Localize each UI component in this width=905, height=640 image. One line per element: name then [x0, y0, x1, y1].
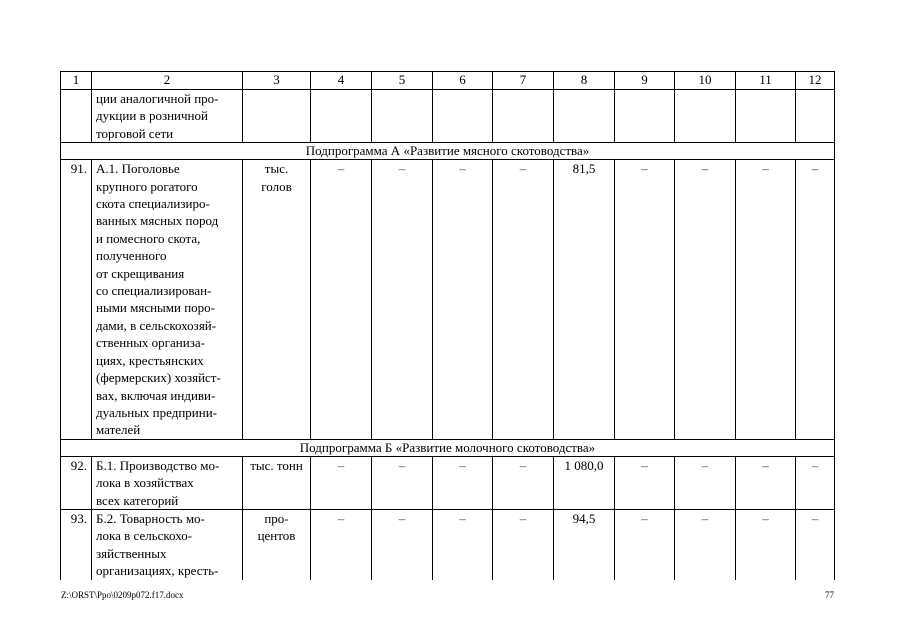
- value-cell: –: [433, 509, 493, 579]
- unit-cell: про- центов: [243, 509, 311, 579]
- value-cell: [796, 90, 835, 143]
- subprogram-b-heading: Подпрограмма Б «Развитие молочного скотоводства»: [61, 439, 835, 456]
- value-cell: –: [675, 160, 736, 440]
- unit-cell: тыс. голов: [243, 160, 311, 440]
- value-cell: –: [796, 456, 835, 509]
- indicator-name-cell: Б.2. Товарность мо- лока в сельскохо- зяйственных организациях, кресть-: [92, 509, 243, 579]
- table-row-continued: [61, 90, 835, 143]
- value-cell: [615, 90, 675, 143]
- column-header: 2: [92, 72, 243, 90]
- value-cell: –: [372, 160, 433, 440]
- value-cell: –: [675, 456, 736, 509]
- program-indicators-table: [60, 71, 835, 580]
- indicator-name-cell: А.1. Поголовье крупного рогатого скота специализиро- ванных мясных пород и помесного скота, полученного от скрещивания со специализирован- ными мясными поро- дами, в сельскохозяй- ственных организа- циях, крестьянских (фермерских) хозяйст- вах, включая индиви- дуальных предприни- мателей: [92, 160, 243, 440]
- column-header: 3: [243, 72, 311, 90]
- column-header: 9: [615, 72, 675, 90]
- indicator-name-cell: ции аналогичной про- дукции в розничной торговой сети: [92, 90, 243, 143]
- column-numbers-row: [61, 72, 835, 90]
- value-cell: –: [796, 509, 835, 579]
- value-cell: [554, 90, 615, 143]
- unit-cell: тыс. тонн: [243, 456, 311, 509]
- value-cell: –: [615, 509, 675, 579]
- unit-cell: [243, 90, 311, 143]
- value-cell: –: [433, 160, 493, 440]
- column-header: 8: [554, 72, 615, 90]
- value-cell: –: [493, 456, 554, 509]
- column-header: 11: [736, 72, 796, 90]
- indicator-name-cell: Б.1. Производство мо- лока в хозяйствах всех категорий: [92, 456, 243, 509]
- value-cell: –: [675, 509, 736, 579]
- value-cell: 1 080,0: [554, 456, 615, 509]
- value-cell: –: [372, 509, 433, 579]
- column-header: 7: [493, 72, 554, 90]
- value-cell: –: [311, 456, 372, 509]
- value-cell: [675, 90, 736, 143]
- value-cell: [433, 90, 493, 143]
- column-header: 10: [675, 72, 736, 90]
- table-row: [61, 456, 835, 509]
- value-cell: –: [615, 456, 675, 509]
- row-number-cell: 92.: [61, 456, 92, 509]
- value-cell: 94,5: [554, 509, 615, 579]
- table-row: [61, 160, 835, 440]
- value-cell: –: [493, 160, 554, 440]
- page-number: 77: [825, 590, 834, 600]
- row-number-cell: [61, 90, 92, 143]
- value-cell: [311, 90, 372, 143]
- value-cell: –: [493, 509, 554, 579]
- value-cell: [736, 90, 796, 143]
- section-row: [61, 143, 835, 160]
- value-cell: –: [311, 509, 372, 579]
- value-cell: –: [736, 456, 796, 509]
- value-cell: –: [736, 160, 796, 440]
- value-cell: [493, 90, 554, 143]
- value-cell: 81,5: [554, 160, 615, 440]
- value-cell: –: [615, 160, 675, 440]
- value-cell: –: [311, 160, 372, 440]
- value-cell: –: [433, 456, 493, 509]
- value-cell: –: [796, 160, 835, 440]
- value-cell: –: [372, 456, 433, 509]
- column-header: 6: [433, 72, 493, 90]
- row-number-cell: 91.: [61, 160, 92, 440]
- value-cell: [372, 90, 433, 143]
- table-row: [61, 509, 835, 579]
- value-cell: –: [736, 509, 796, 579]
- footer-file-path: Z:\ORST\Ppo\0209p072.f17.docx: [61, 590, 184, 600]
- section-row: [61, 439, 835, 456]
- column-header: 5: [372, 72, 433, 90]
- column-header: 12: [796, 72, 835, 90]
- subprogram-a-heading: Подпрограмма А «Развитие мясного скотоводства»: [61, 143, 835, 160]
- column-header: 1: [61, 72, 92, 90]
- column-header: 4: [311, 72, 372, 90]
- row-number-cell: 93.: [61, 509, 92, 579]
